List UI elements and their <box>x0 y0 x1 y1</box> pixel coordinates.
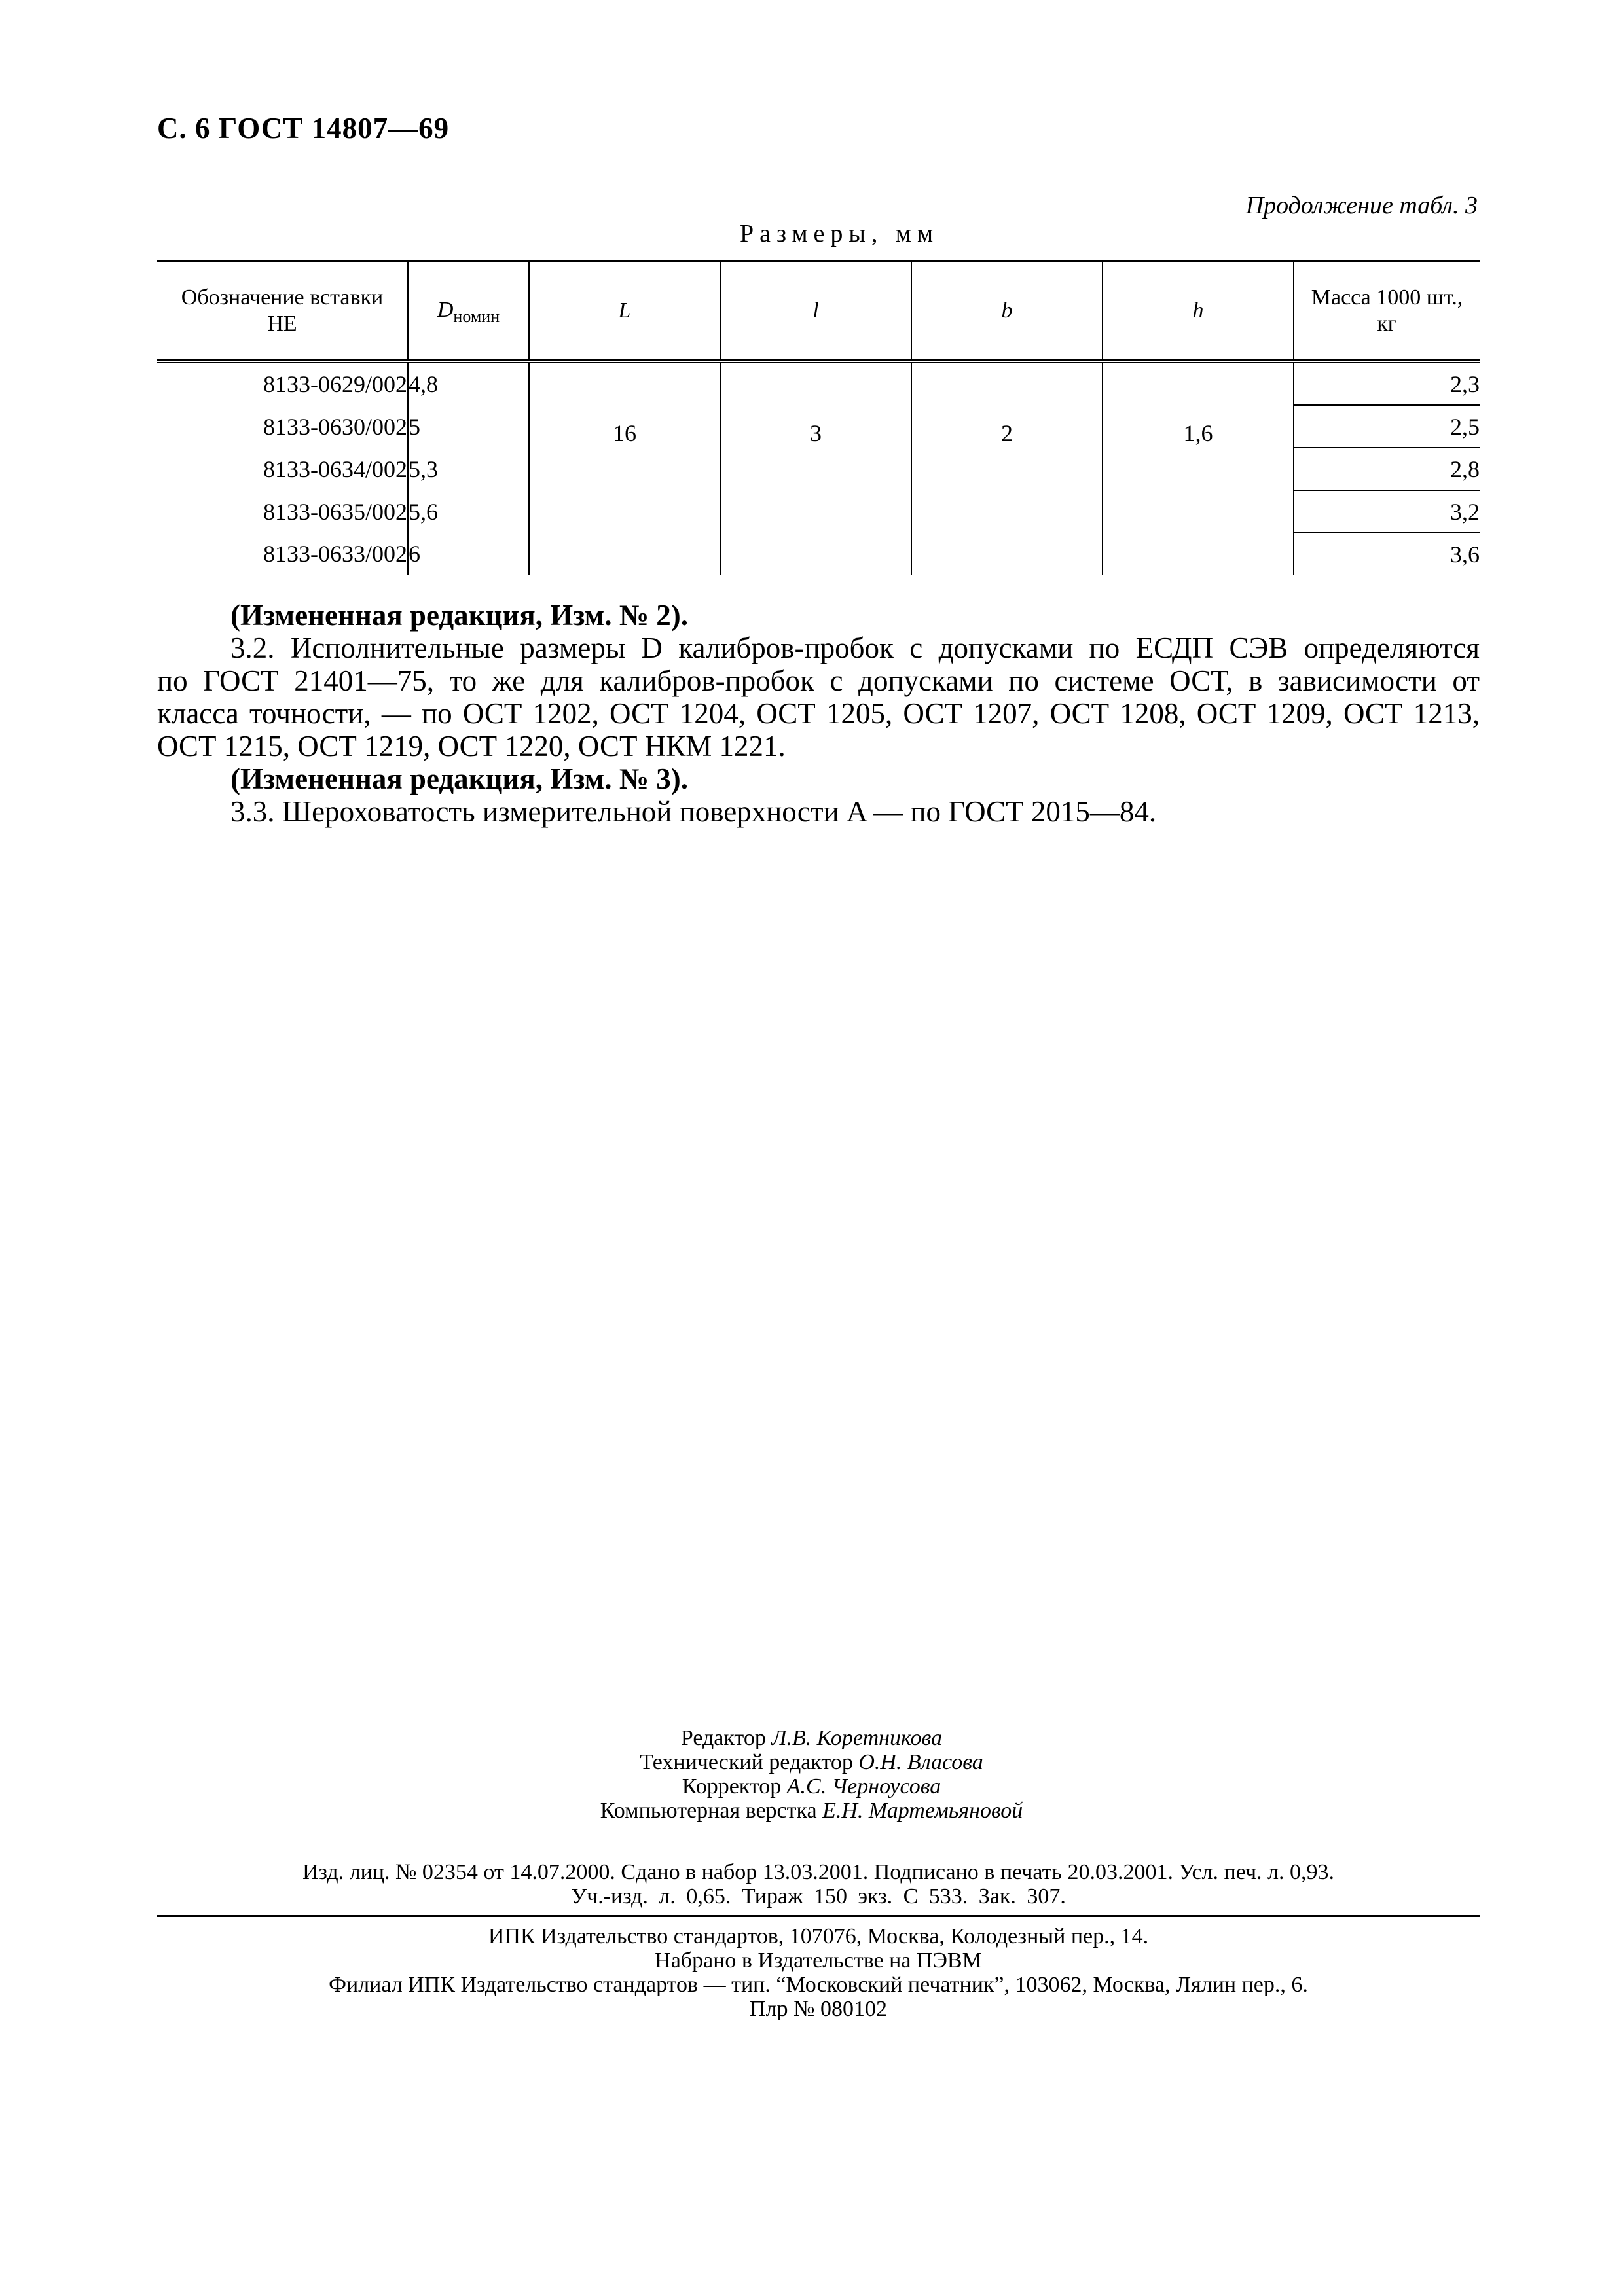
col-header-d <box>408 262 529 362</box>
cell-code: 8133-0635/002 <box>157 490 408 533</box>
cell-diameter: 5 <box>408 405 529 448</box>
credit-role: Компьютерная верстка <box>600 1799 817 1823</box>
imprint-line-1: Изд. лиц. № 02354 от 14.07.2000. Сдано в набор 13.03.2001. Подписано в печать 20.03.2001. Усл. печ. л. 0,93. <box>302 1860 1335 1884</box>
cell-mass: 3,6 <box>1294 533 1480 575</box>
cell-mass: 2,8 <box>1294 448 1480 490</box>
dimensions-table <box>157 260 1480 575</box>
cell-l-merged <box>720 361 911 575</box>
credit-role: Корректор <box>682 1774 782 1799</box>
body-section <box>157 599 1480 828</box>
credit-proofreader <box>0 1774 1623 1799</box>
edit-note-2: (Измененная редакция, Изм. № 3). <box>230 762 689 795</box>
paragraph-3-3: 3.3. Шероховатость измерительной поверхности A — по ГОСТ 2015—84. <box>230 795 1157 828</box>
imprint-bottom <box>157 1924 1480 2021</box>
table-continuation-caption: Продолжение табл. 3 <box>1245 192 1478 219</box>
credit-name: А.С. Черноусова <box>786 1774 941 1799</box>
credits-block <box>0 1726 1623 1823</box>
col-header-mass: Масса 1000 шт., кг <box>1294 262 1480 362</box>
cell-code: 8133-0633/002 <box>157 533 408 575</box>
col-header-d-symbol: D <box>437 298 454 322</box>
col-header-l: l <box>720 262 911 362</box>
cell-b-merged <box>911 361 1103 575</box>
paragraph-3-2-line-4: ОСТ 1215, ОСТ 1219, ОСТ 1220, ОСТ НКМ 1221. <box>157 730 786 762</box>
edit-note-1: (Измененная редакция, Изм. № 2). <box>230 599 689 632</box>
credit-name: Л.В. Коретникова <box>771 1726 943 1750</box>
credit-name: О.Н. Власова <box>858 1750 983 1774</box>
imprint-divider <box>157 1915 1480 1917</box>
cell-diameter: 5,3 <box>408 448 529 490</box>
cell-diameter: 4,8 <box>408 361 529 405</box>
paragraph-3-2-line-3: класса точности, — по ОСТ 1202, ОСТ 1204, ОСТ 1205, ОСТ 1207, ОСТ 1208, ОСТ 1209, ОСТ 1213, <box>157 697 1480 730</box>
col-header-d-subscript: номин <box>453 307 500 326</box>
imprint-top <box>157 1860 1480 1909</box>
imprint-line-5: Филиал ИПК Издательство стандартов — тип. “Московский печатник”, 103062, Москва, Лялин пер., 6. <box>329 1973 1308 1997</box>
cell-code: 8133-0629/002 <box>157 361 408 405</box>
imprint-line-4: Набрано в Издательстве на ПЭВМ <box>655 1948 982 1973</box>
table-header-row <box>157 262 1480 362</box>
credit-name: Е.Н. Мартемьяновой <box>822 1799 1023 1823</box>
page-header-title: С. 6 ГОСТ 14807—69 <box>157 112 450 145</box>
imprint-line-2: Уч.-изд. л. 0,65. Тираж 150 экз. С 533. Зак. 307. <box>571 1884 1066 1909</box>
credit-role: Редактор <box>680 1726 766 1750</box>
credit-tech-editor <box>0 1750 1623 1774</box>
cell-code: 8133-0634/002 <box>157 448 408 490</box>
col-header-b: b <box>911 262 1103 362</box>
cell-code: 8133-0630/002 <box>157 405 408 448</box>
cell-h-value: 1,6 <box>1183 420 1213 446</box>
table-row <box>157 361 1480 405</box>
cell-L-merged <box>529 361 720 575</box>
cell-mass: 3,2 <box>1294 490 1480 533</box>
cell-mass: 2,5 <box>1294 405 1480 448</box>
paragraph-3-2-line-2: по ГОСТ 21401—75, то же для калибров-пробок с допусками по системе ОСТ, в зависимости от <box>157 664 1480 697</box>
credit-layout <box>0 1799 1623 1823</box>
credit-editor <box>0 1726 1623 1750</box>
cell-mass: 2,3 <box>1294 361 1480 405</box>
dimensions-label: Размеры, мм <box>740 220 939 247</box>
imprint-line-3: ИПК Издательство стандартов, 107076, Москва, Колодезный пер., 14. <box>488 1924 1149 1948</box>
col-header-code: Обозначение вставки НЕ <box>157 262 408 362</box>
cell-h-merged <box>1103 361 1294 575</box>
col-header-h: h <box>1103 262 1294 362</box>
cell-l-value: 3 <box>810 420 822 446</box>
cell-diameter: 6 <box>408 533 529 575</box>
credit-role: Технический редактор <box>640 1750 853 1774</box>
imprint-line-6: Плр № 080102 <box>750 1997 887 2021</box>
paragraph-3-2-line-1: 3.2. Исполнительные размеры D калибров-пробок с допусками по ЕСДП СЭВ определяются <box>230 632 1480 664</box>
cell-L-value: 16 <box>613 420 636 446</box>
col-header-L: L <box>529 262 720 362</box>
cell-diameter: 5,6 <box>408 490 529 533</box>
cell-b-value: 2 <box>1001 420 1013 446</box>
